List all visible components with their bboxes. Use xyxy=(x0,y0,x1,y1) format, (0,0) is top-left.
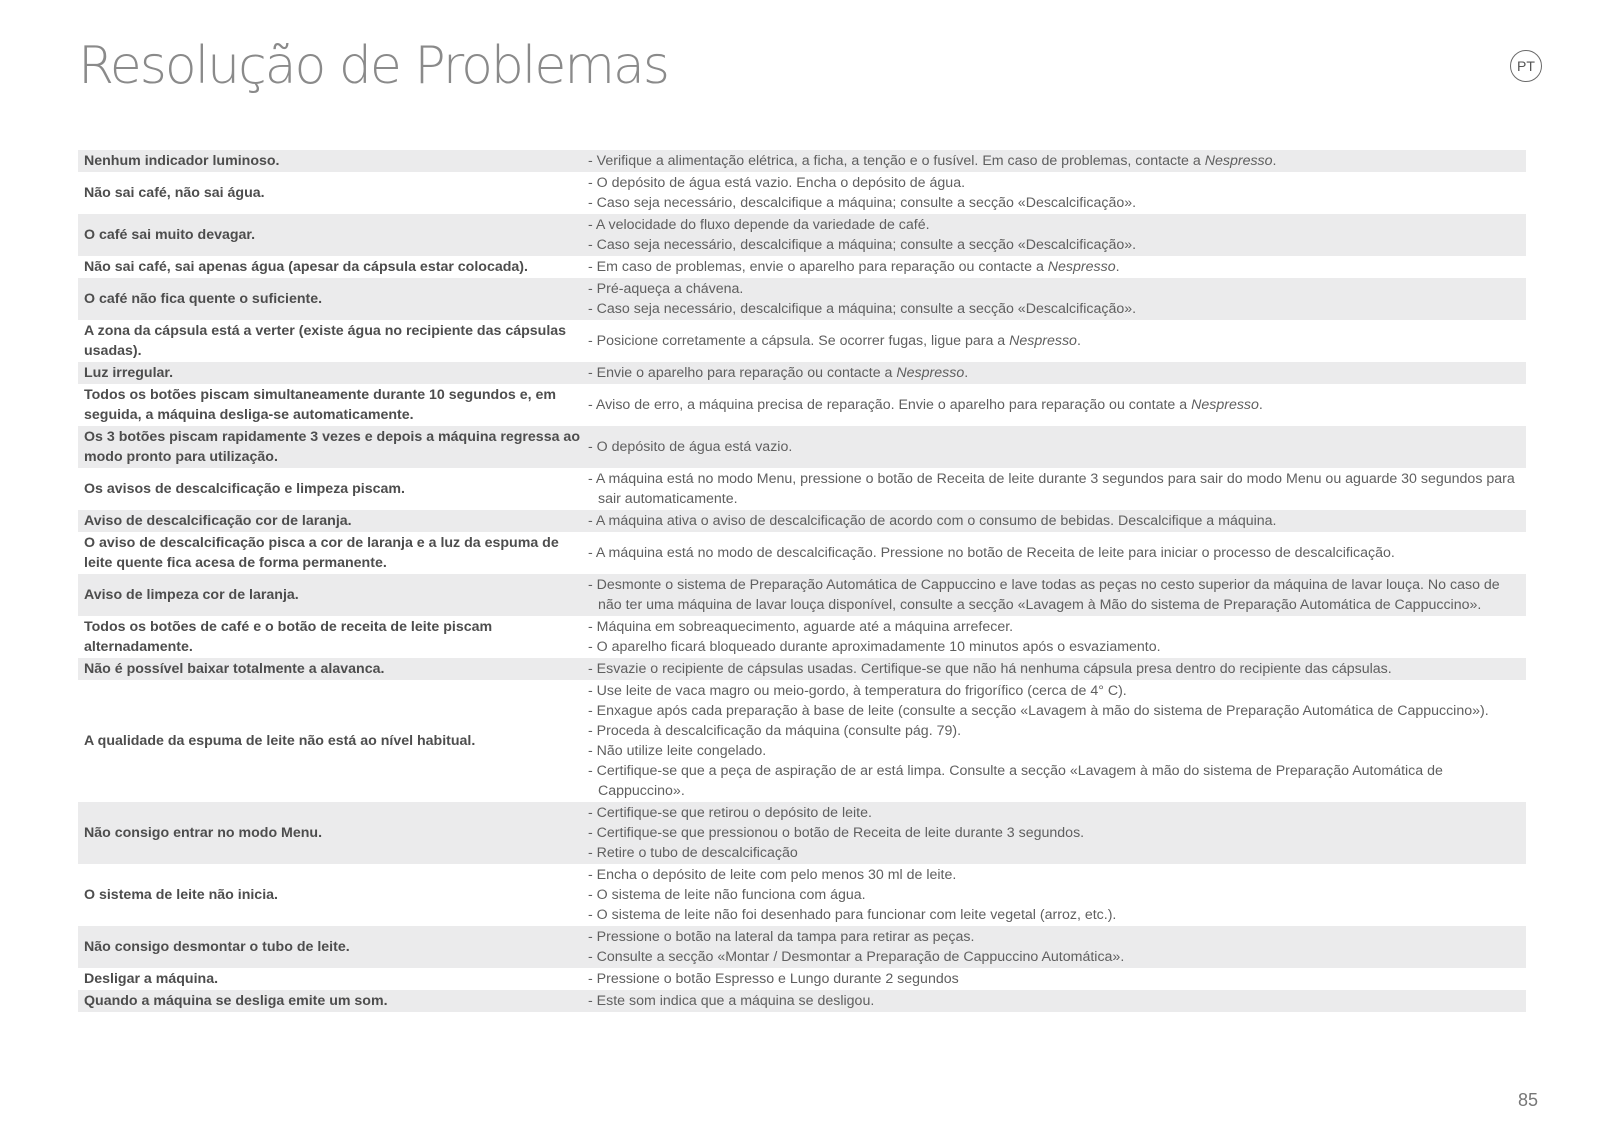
solution-cell xyxy=(588,214,1526,256)
solution-cell xyxy=(588,574,1526,616)
troubleshooting-table-body xyxy=(78,150,1526,1012)
problem-cell: Os 3 botões piscam rapidamente 3 vezes e depois a máquina regressa ao modo pronto para utilização. xyxy=(78,426,588,468)
brand-name: Nespresso xyxy=(1047,259,1116,275)
table-row xyxy=(78,426,1526,468)
problem-cell: Aviso de descalcificação cor de laranja. xyxy=(78,510,588,532)
solution-text: - Caso seja necessário, descalcifique a máquina; consulte a secção «Descalcificação». xyxy=(588,237,1137,253)
problem-cell: Todos os botões piscam simultaneamente durante 10 segundos e, em seguida, a máquina desliga-se automaticamente. xyxy=(84,387,556,423)
table-row xyxy=(78,926,1526,968)
solution-line xyxy=(588,637,1520,657)
solution-line xyxy=(588,215,1520,235)
table-row xyxy=(78,510,1526,532)
solution-cell xyxy=(588,510,1526,532)
solution-line xyxy=(588,659,1520,679)
table-row xyxy=(78,278,1526,320)
table-row xyxy=(78,574,1526,616)
table-row xyxy=(78,968,1526,990)
solution-line xyxy=(588,363,1520,383)
solution-punctuation: . xyxy=(1076,333,1081,349)
troubleshooting-table xyxy=(78,150,1526,1012)
solution-line xyxy=(588,395,1520,415)
solution-text: - O depósito de água está vazio. xyxy=(588,439,793,455)
solution-cell xyxy=(588,968,1526,990)
solution-cell xyxy=(588,802,1526,864)
solution-text: - Caso seja necessário, descalcifique a máquina; consulte a secção «Descalcificação». xyxy=(588,301,1137,317)
solution-cell xyxy=(588,990,1526,1012)
brand-name: Nespresso xyxy=(896,365,965,381)
problem-cell: Não consigo entrar no modo Menu. xyxy=(78,802,588,864)
solution-line xyxy=(588,885,1520,905)
solution-cell xyxy=(588,150,1526,172)
table-row xyxy=(78,864,1526,926)
solution-text: - Pressione o botão na lateral da tampa para retirar as peças. xyxy=(588,929,975,945)
solution-line xyxy=(588,511,1520,531)
solution-line xyxy=(588,235,1520,255)
problem-cell: Não é possível baixar totalmente a alavanca. xyxy=(78,658,588,680)
brand-name: Nespresso xyxy=(1204,153,1273,169)
solution-line xyxy=(588,681,1520,701)
solution-text: - O aparelho ficará bloqueado durante aproximadamente 10 minutos após o esvaziamento. xyxy=(588,639,1161,655)
solution-text: - Envie o aparelho para reparação ou contacte a xyxy=(588,365,897,381)
solution-punctuation: . xyxy=(1115,259,1120,275)
table-row xyxy=(78,990,1526,1012)
solution-text: - Máquina em sobreaquecimento, aguarde até a máquina arrefecer. xyxy=(588,619,1014,635)
solution-text: - Pré-aqueça a chávena. xyxy=(588,281,744,297)
solution-text: - Desmonte o sistema de Preparação Automática de Cappuccino e lave todas as peças no cesto superior da máquina de lavar louça. No caso de não ter uma máquina de lavar louça disponível, consulte a secção «Lavagem à Mão do sistema de Preparação Automática de Cappuccino». xyxy=(588,577,1500,613)
table-row xyxy=(78,680,1526,802)
solution-line xyxy=(588,947,1520,967)
solution-text: - A velocidade do fluxo depende da variedade de café. xyxy=(588,217,930,233)
solution-line xyxy=(588,721,1520,741)
problem-cell: Luz irregular. xyxy=(78,362,588,384)
solution-text: - Enxague após cada preparação à base de leite (consulte a secção «Lavagem à mão do sistema de Preparação Automática de Cappuccino»). xyxy=(588,703,1489,719)
solution-text: - Encha o depósito de leite com pelo menos 30 ml de leite. xyxy=(588,867,957,883)
solution-line xyxy=(588,701,1520,721)
table-row xyxy=(78,658,1526,680)
problem-cell: Não sai café, sai apenas água (apesar da cápsula estar colocada). xyxy=(84,259,528,275)
table-row xyxy=(78,256,1526,278)
problem-cell: Nenhum indicador luminoso. xyxy=(78,150,588,172)
solution-text: - Não utilize leite congelado. xyxy=(588,743,767,759)
solution-text: - Caso seja necessário, descalcifique a máquina; consulte a secção «Descalcificação». xyxy=(588,195,1137,211)
solution-text: - O depósito de água está vazio. Encha o depósito de água. xyxy=(588,175,966,191)
solution-cell xyxy=(588,616,1526,658)
problem-cell: Não consigo desmontar o tubo de leite. xyxy=(78,926,588,968)
solution-text: - Posicione corretamente a cápsula. Se ocorrer fugas, ligue para a xyxy=(588,333,1010,349)
solution-line xyxy=(588,843,1520,863)
table-row xyxy=(78,468,1526,510)
table-row xyxy=(78,320,1526,362)
solution-line xyxy=(588,865,1520,885)
solution-cell xyxy=(588,532,1526,574)
solution-line xyxy=(588,617,1520,637)
problem-cell: Os avisos de descalcificação e limpeza piscam. xyxy=(84,481,405,497)
problem-cell: Todos os botões de café e o botão de receita de leite piscam alternadamente. xyxy=(84,619,493,655)
solution-cell xyxy=(588,172,1526,214)
table-row xyxy=(78,362,1526,384)
solution-cell xyxy=(588,680,1526,802)
problem-cell: A qualidade da espuma de leite não está ao nível habitual. xyxy=(84,733,476,749)
solution-punctuation: . xyxy=(964,365,969,381)
solution-text: - Aviso de erro, a máquina precisa de reparação. Envie o aparelho para reparação ou contate a xyxy=(588,397,1192,413)
solution-cell xyxy=(588,320,1526,362)
solution-line xyxy=(588,151,1520,171)
solution-line xyxy=(588,469,1520,509)
problem-cell: O café não fica quente o suficiente. xyxy=(78,278,588,320)
solution-text: - Pressione o botão Espresso e Lungo durante 2 segundos xyxy=(588,971,959,987)
solution-line xyxy=(588,803,1520,823)
solution-text: - Verifique a alimentação elétrica, a ficha, a tenção e o fusível. Em caso de problemas, contacte a xyxy=(588,153,1205,169)
solution-line xyxy=(588,173,1520,193)
table-row xyxy=(78,150,1526,172)
solution-text: - Consulte a secção «Montar / Desmontar a Preparação de Cappuccino Automática». xyxy=(588,949,1125,965)
solution-cell xyxy=(588,926,1526,968)
brand-name: Nespresso xyxy=(1191,397,1259,413)
problem-cell: O aviso de descalcificação pisca a cor de laranja e a luz da espuma de leite quente fica acesa de forma permanente. xyxy=(84,535,559,571)
solution-line xyxy=(588,991,1520,1011)
solution-line xyxy=(588,575,1520,615)
solution-line xyxy=(588,299,1520,319)
solution-text: - Este som indica que a máquina se desligou. xyxy=(588,993,875,1009)
solution-text: - A máquina está no modo de descalcificação. Pressione no botão de Receita de leite para iniciar o processo de descalcificação. xyxy=(588,545,1395,561)
solution-punctuation: . xyxy=(1258,397,1263,413)
solution-text: - Use leite de vaca magro ou meio-gordo, à temperatura do frigorífico (cerca de 4° C). xyxy=(588,683,1127,699)
solution-line xyxy=(588,741,1520,761)
solution-text: - O sistema de leite não foi desenhado para funcionar com leite vegetal (arroz, etc.). xyxy=(588,907,1117,923)
solution-cell xyxy=(588,256,1526,278)
solution-line xyxy=(588,905,1520,925)
problem-cell: Quando a máquina se desliga emite um som. xyxy=(78,990,588,1012)
table-row xyxy=(78,384,1526,426)
solution-line xyxy=(588,257,1520,277)
solution-line xyxy=(588,331,1520,351)
problem-cell: Desligar a máquina. xyxy=(84,971,219,987)
solution-line xyxy=(588,761,1520,801)
solution-cell xyxy=(588,278,1526,320)
solution-text: - Certifique-se que retirou o depósito de leite. xyxy=(588,805,872,821)
solution-text: - Certifique-se que a peça de aspiração de ar está limpa. Consulte a secção «Lavagem à mão do sistema de Preparação Automática de Cappuccino». xyxy=(588,763,1443,799)
solution-cell xyxy=(588,362,1526,384)
solution-line xyxy=(588,927,1520,947)
table-row xyxy=(78,214,1526,256)
solution-line xyxy=(588,279,1520,299)
solution-text: - Retire o tubo de descalcificação xyxy=(588,845,798,861)
solution-text: - O sistema de leite não funciona com água. xyxy=(588,887,866,903)
solution-text: - Em caso de problemas, envie o aparelho para reparação ou contacte a xyxy=(588,259,1048,275)
language-badge: PT xyxy=(1510,50,1542,82)
solution-text: - A máquina ativa o aviso de descalcificação de acordo com o consumo de bebidas. Descalcifique a máquina. xyxy=(588,513,1277,529)
solution-punctuation: . xyxy=(1272,153,1277,169)
table-row xyxy=(78,532,1526,574)
solution-cell xyxy=(588,658,1526,680)
solution-cell xyxy=(588,468,1526,510)
solution-line xyxy=(588,193,1520,213)
solution-line xyxy=(588,969,1520,989)
problem-cell: O sistema de leite não inicia. xyxy=(84,887,278,903)
page-number: 85 xyxy=(1518,1090,1539,1110)
problem-cell: A zona da cápsula está a verter (existe água no recipiente das cápsulas usadas). xyxy=(84,323,567,359)
table-row xyxy=(78,616,1526,658)
brand-name: Nespresso xyxy=(1009,333,1077,349)
solution-text: - Esvazie o recipiente de cápsulas usadas. Certifique-se que não há nenhuma cápsula presa dentro do recipiente das cápsulas. xyxy=(588,661,1392,677)
table-row xyxy=(78,172,1526,214)
solution-line xyxy=(588,543,1520,563)
solution-cell xyxy=(588,384,1526,426)
solution-line xyxy=(588,823,1520,843)
problem-cell: Não sai café, não sai água. xyxy=(84,185,265,201)
solution-cell xyxy=(588,864,1526,926)
problem-cell: Aviso de limpeza cor de laranja. xyxy=(78,574,588,616)
solution-text: - A máquina está no modo Menu, pressione o botão de Receita de leite durante 3 segundos para sair do modo Menu ou aguarde 30 segundos para sair automaticamente. xyxy=(588,471,1515,507)
solution-text: - Proceda à descalcificação da máquina (consulte pág. 79). xyxy=(588,723,962,739)
problem-cell: O café sai muito devagar. xyxy=(78,214,588,256)
table-row xyxy=(78,802,1526,864)
page-title: Resolução de Problemas xyxy=(78,36,668,96)
solution-text: - Certifique-se que pressionou o botão de Receita de leite durante 3 segundos. xyxy=(588,825,1085,841)
solution-line xyxy=(588,437,1520,457)
solution-cell xyxy=(588,426,1526,468)
